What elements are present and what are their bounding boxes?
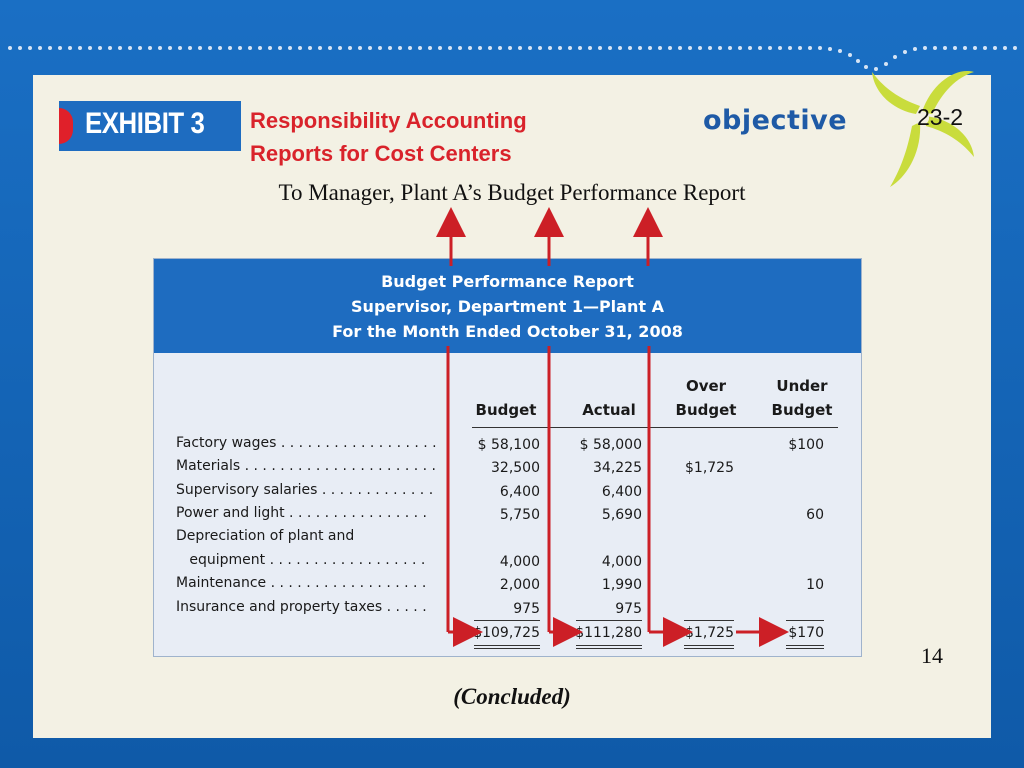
total-rule-actual (576, 620, 642, 621)
double-rule-over (684, 645, 734, 646)
total-budget: $109,725 (473, 625, 540, 641)
concluded-note: (Concluded) (453, 684, 571, 709)
exhibit-tab-marker (59, 108, 73, 144)
row-under: $100 (788, 437, 824, 453)
row-label: Materials . . . . . . . . . . . . . . . . . . . . . . (176, 458, 436, 474)
row-label: Depreciation of plant and (176, 528, 355, 544)
budget-performance-report (153, 258, 862, 657)
objective-number: 23-2 (917, 104, 964, 130)
exhibit-badge (59, 101, 241, 151)
page-number: 14 (921, 643, 943, 668)
report-heading-line1: Budget Performance Report (381, 272, 634, 291)
double-rule-under (786, 645, 824, 646)
report-heading-line3: For the Month Ended October 31, 2008 (332, 322, 683, 341)
row-actual: 975 (615, 601, 642, 617)
report-subtitle: To Manager, Plant A’s Budget Performance Report (278, 180, 746, 205)
col-header-under-line2: Budget (771, 401, 833, 419)
exhibit-label: EXHIBIT 3 (85, 107, 205, 140)
row-actual: 5,690 (601, 507, 642, 523)
row-budget: 6,400 (499, 484, 540, 500)
report-heading-line2: Supervisor, Department 1—Plant A (351, 297, 664, 316)
total-over: $1,725 (685, 625, 734, 641)
double-rule-budget (474, 645, 540, 646)
double-rule-actual (576, 645, 642, 646)
col-header-under-line1: Under (776, 377, 828, 395)
row-budget: 32,500 (491, 460, 540, 476)
row-under: 10 (806, 577, 824, 593)
total-under: $170 (788, 625, 824, 641)
col-header-over-line1: Over (685, 377, 727, 395)
row-over: $1,725 (685, 460, 734, 476)
total-rule-over (684, 620, 734, 621)
row-actual: 1,990 (601, 577, 642, 593)
total-actual: $111,280 (575, 625, 642, 641)
row-actual: $ 58,000 (579, 437, 642, 453)
row-label: Factory wages . . . . . . . . . . . . . . . . . . (176, 435, 437, 451)
row-label: Power and light . . . . . . . . . . . . . . . . (176, 505, 428, 521)
col-header-budget: Budget (475, 401, 537, 419)
row-actual: 6,400 (601, 484, 642, 500)
total-rule-under (786, 620, 824, 621)
exhibit-title-line2: Reports for Cost Centers (250, 141, 512, 166)
row-label: equipment . . . . . . . . . . . . . . . . . . (176, 552, 426, 568)
row-under: 60 (806, 507, 824, 523)
row-budget: 2,000 (499, 577, 540, 593)
row-budget: 4,000 (499, 554, 540, 570)
total-rule-budget (474, 620, 540, 621)
row-actual: 4,000 (601, 554, 642, 570)
objective-label: objective (703, 105, 848, 136)
row-label: Maintenance . . . . . . . . . . . . . . . . . . (176, 575, 427, 591)
header-rule (472, 427, 838, 428)
row-label: Supervisory salaries . . . . . . . . . . . . . (176, 482, 434, 498)
report-header (154, 259, 861, 353)
exhibit-title-line1: Responsibility Accounting (250, 108, 527, 133)
col-header-actual: Actual (582, 401, 636, 419)
double-rule-budget-2 (474, 648, 540, 649)
row-actual: 34,225 (593, 460, 642, 476)
row-label: Insurance and property taxes . . . . . (176, 599, 427, 615)
double-rule-under-2 (786, 648, 824, 649)
exhibit-title (250, 104, 630, 170)
col-header-over-line2: Budget (675, 401, 737, 419)
row-budget: 975 (513, 601, 540, 617)
double-rule-actual-2 (576, 648, 642, 649)
row-budget: $ 58,100 (477, 437, 540, 453)
double-rule-over-2 (684, 648, 734, 649)
row-budget: 5,750 (499, 507, 540, 523)
